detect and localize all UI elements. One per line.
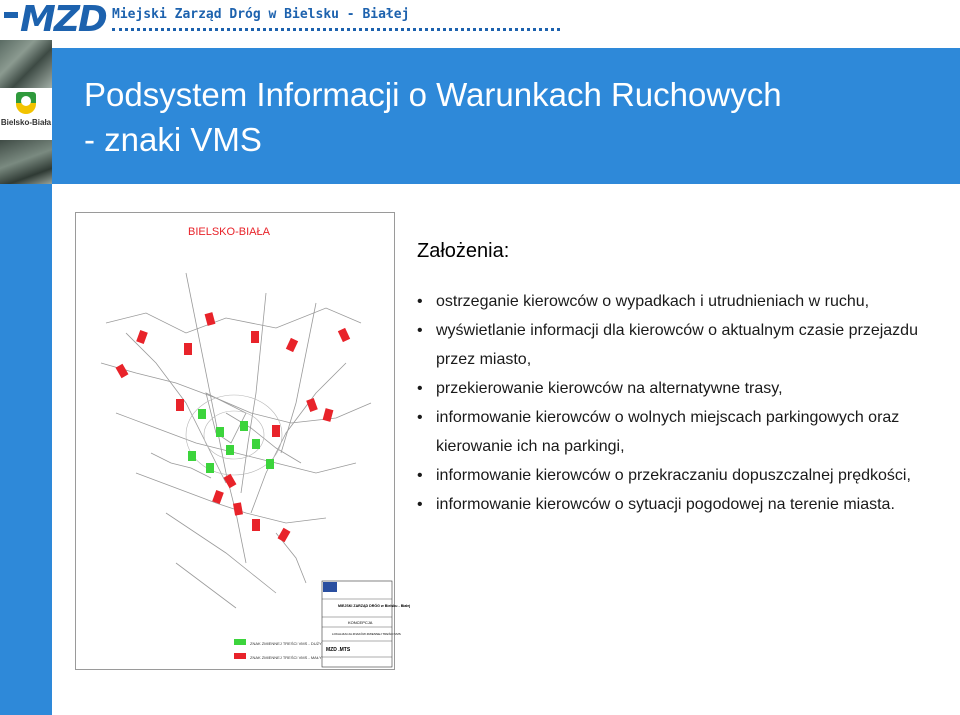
- slide-title-line2: - znaki VMS: [84, 121, 262, 158]
- titleblock-org: MIEJSKI ZARZĄD DRÓG w Bielsku - Białej: [338, 604, 411, 608]
- city-logo-name: Bielsko-Biała: [0, 118, 52, 127]
- vms-sign-red: [252, 519, 260, 531]
- vms-sign-red: [251, 331, 259, 343]
- vms-sign-green: [252, 439, 260, 449]
- vms-sign-green: [198, 409, 206, 419]
- list-item: • ostrzeganie kierowców o wypadkach i utrudnieniach w ruchu,: [417, 293, 870, 310]
- vms-sign-red: [323, 408, 334, 422]
- vms-sign-red: [184, 343, 192, 355]
- vms-small-signs: [116, 312, 351, 542]
- street-network: [101, 273, 371, 608]
- vms-sign-green: [206, 463, 214, 473]
- vms-sign-red: [116, 364, 129, 378]
- map-svg: [76, 213, 411, 669]
- titleblock-stage: KONCEPCJA: [348, 620, 373, 625]
- vms-sign-red: [176, 399, 184, 411]
- titleblock-drawing: LOKALIZACJA ZNAKÓW ZMIENNEJ TREŚCI VMS: [332, 632, 401, 636]
- vms-sign-red: [338, 328, 350, 342]
- aerial-photo-bottom: [0, 140, 52, 184]
- vms-sign-green: [226, 445, 234, 455]
- vms-sign-red: [212, 490, 224, 504]
- vms-sign-red: [278, 528, 291, 542]
- vms-large-signs: [188, 409, 274, 473]
- aerial-photo-top: [0, 40, 52, 88]
- map-title-block: [322, 581, 410, 667]
- mzd-logo: MZD: [4, 2, 108, 38]
- list-item: • informowanie kierowców o przekraczaniu dopuszczalnej prędkości,: [417, 467, 911, 484]
- vms-sign-red: [272, 425, 280, 437]
- vms-sign-red: [224, 474, 237, 488]
- section-heading: Założenia:: [417, 240, 510, 262]
- map-title: BIELSKO-BIAŁA: [188, 226, 270, 238]
- assumptions-list: [414, 287, 944, 519]
- crest-inner: [21, 96, 31, 106]
- header-dotted-line: [112, 28, 560, 31]
- city-logo: [0, 88, 52, 140]
- vms-sign-red: [286, 338, 298, 352]
- list-item: • przekierowanie kierowców na alternatywne trasy,: [417, 380, 783, 397]
- eu-flag-icon: [323, 582, 337, 592]
- vms-sign-red: [306, 398, 318, 412]
- titleblock-code: MZD .MTS: [326, 647, 351, 653]
- header-bar: [0, 0, 960, 40]
- slide-title: [84, 72, 944, 162]
- legend-red-label: ZNAK ZMIENNEJ TREŚCI VMS - MAŁY: [250, 655, 322, 660]
- legend-red-swatch: [234, 653, 246, 659]
- vms-sign-red: [233, 502, 243, 515]
- slide-title-line1: Podsystem Informacji o Warunkach Ruchowych: [84, 76, 782, 113]
- vms-sign-red: [205, 312, 216, 326]
- list-item: • informowanie kierowców o sytuacji pogodowej na terenie miasta.: [417, 496, 895, 513]
- vms-sign-green: [216, 427, 224, 437]
- legend-green-swatch: [234, 639, 246, 645]
- vms-location-map: [75, 212, 411, 670]
- list-item: • informowanie kierowców o wolnych miejscach parkingowych oraz kierowanie ich na parkingi,: [417, 409, 900, 455]
- vms-sign-green: [266, 459, 274, 469]
- legend-green-label: ZNAK ZMIENNEJ TREŚCI VMS - DUŻY: [250, 641, 322, 646]
- title-band: [52, 48, 960, 184]
- vms-sign-green: [188, 451, 196, 461]
- vms-sign-green: [240, 421, 248, 431]
- org-name: Miejski Zarząd Dróg w Bielsku - Białej: [112, 7, 410, 22]
- vms-sign-red: [136, 330, 148, 344]
- list-item: • wyświetlanie informacji dla kierowców o aktualnym czasie przejazdu przez miasto,: [417, 322, 918, 368]
